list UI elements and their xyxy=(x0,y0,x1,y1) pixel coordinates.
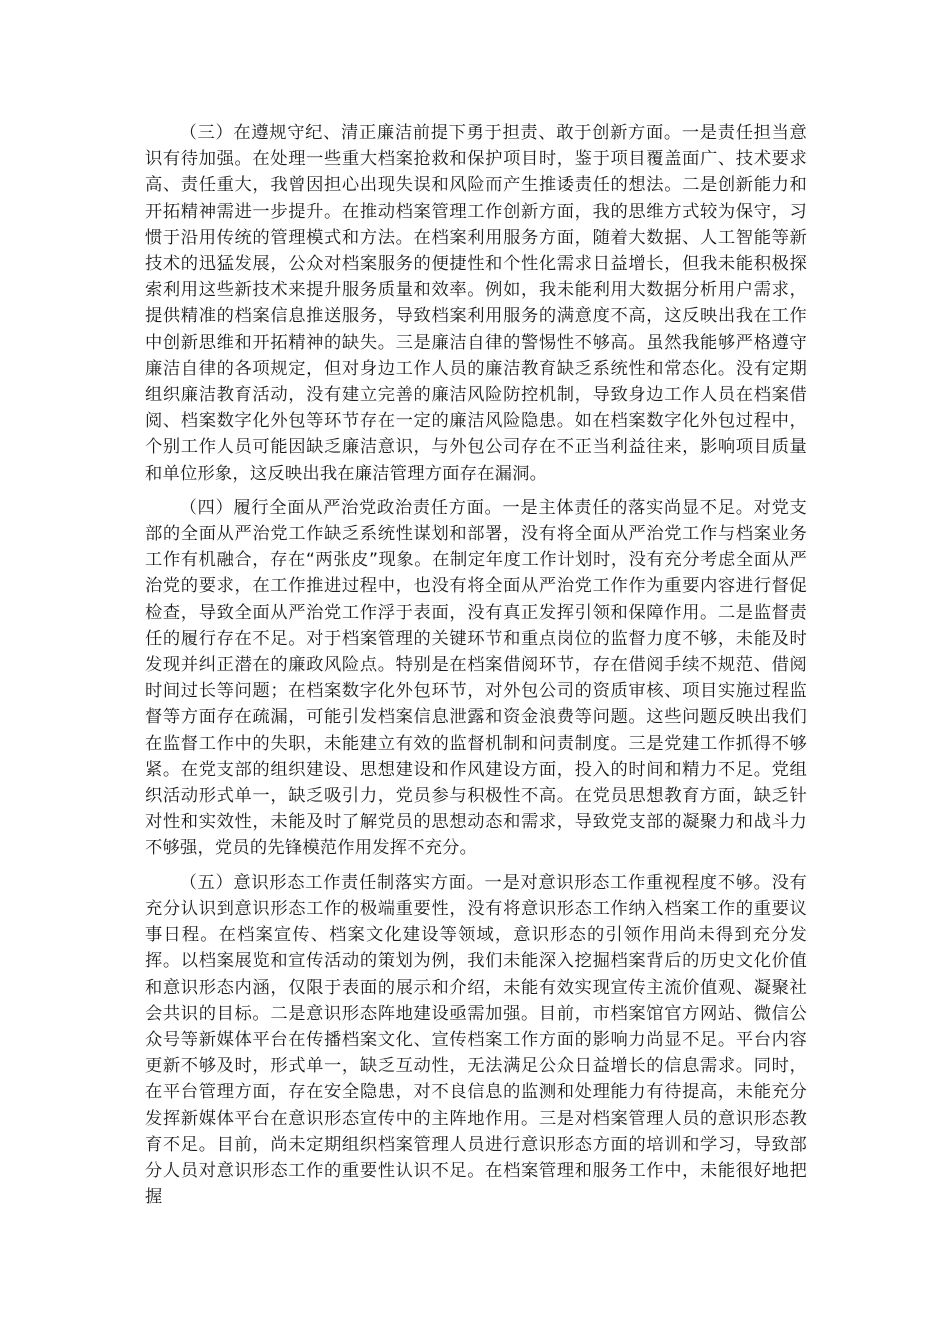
paragraph-section-five: （五）意识形态工作责任制落实方面。一是对意识形态工作重视程度不够。没有充分认识到意识形态工作的极端重要性，没有将意识形态工作纳入档案工作的重要议事日程。在档案宣传、档案文化建设等领域，意识形态的引领作用尚未得到充分发挥。以档案展览和宣传活动的策划为例，我们未能深入挖掘档案背后的历史文化价值和意识形态内涵，仅限于表面的展示和介绍，未能有效实现宣传主流价值观、凝聚社会共识的目标。二是意识形态阵地建设亟需加强。目前，市档案馆官方网站、微信公众号等新媒体平台在传播档案文化、宣传档案工作方面的影响力尚显不足。平台内容更新不够及时，形式单一，缺乏互动性，无法满足公众日益增长的信息需求。同时，在平台管理方面，存在安全隐患，对不良信息的监测和处理能力有待提高，未能充分发挥新媒体平台在意识形态宣传中的主阵地作用。三是对档案管理人员的意识形态教育不足。目前，尚未定期组织档案管理人员进行意识形态方面的培训和学习，导致部分人员对意识形态工作的重要性认识不足。在档案管理和服务工作中，未能很好地把握 xyxy=(145,872,807,1208)
document-body xyxy=(145,120,807,1218)
paragraph-section-four: （四）履行全面从严治党政治责任方面。一是主体责任的落实尚显不足。对党支部的全面从严治党工作缺乏系统性谋划和部署，没有将全面从严治党工作与档案业务工作有机融合，存在“两张皮”现象。在制定年度工作计划时，没有充分考虑全面从严治党的要求，在工作推进过程中，也没有将全面从严治党工作作为重要内容进行督促检查，导致全面从严治党工作浮于表面，没有真正发挥引领和保障作用。二是监督责任的履行存在不足。对于档案管理的关键环节和重点岗位的监督力度不够，未能及时发现并纠正潜在的廉政风险点。特别是在档案借阅环节，存在借阅手续不规范、借阅时间过长等问题；在档案数字化外包环节，对外包公司的资质审核、项目实施过程监督等方面存在疏漏，可能引发档案信息泄露和资金浪费等问题。这些问题反映出我们在监督工作中的失职，未能建立有效的监督机制和问责制度。三是党建工作抓得不够紧。在党支部的组织建设、思想建设和作风建设方面，投入的时间和精力不足。党组织活动形式单一，缺乏吸引力，党员参与积极性不高。在党员思想教育方面，缺乏针对性和实效性，未能及时了解党员的思想动态和需求，导致党支部的凝聚力和战斗力不够强，党员的先锋模范作用发挥不充分。 xyxy=(145,497,807,859)
paragraph-section-three: （三）在遵规守纪、清正廉洁前提下勇于担责、敢于创新方面。一是责任担当意识有待加强。在处理一些重大档案抢救和保护项目时，鉴于项目覆盖面广、技术要求高、责任重大，我曾因担心出现失误和风险而产生推诿责任的想法。二是创新能力和开拓精神需进一步提升。在推动档案管理工作创新方面，我的思维方式较为保守，习惯于沿用传统的管理模式和方法。在档案利用服务方面，随着大数据、人工智能等新技术的迅猛发展，公众对档案服务的便捷性和个性化需求日益增长，但我未能积极探索利用这些新技术来提升服务质量和效率。例如，我未能利用大数据分析用户需求，提供精准的档案信息推送服务，导致档案利用服务的满意度不高，这反映出我在工作中创新思维和开拓精神的缺失。三是廉洁自律的警惕性不够高。虽然我能够严格遵守廉洁自律的各项规定，但对身边工作人员的廉洁教育缺乏系统性和常态化。没有定期组织廉洁教育活动，没有建立完善的廉洁风险防控机制，导致身边工作人员在档案借阅、档案数字化外包等环节存在一定的廉洁风险隐患。如在档案数字化外包过程中，个别工作人员可能因缺乏廉洁意识，与外包公司存在不正当利益往来，影响项目质量和单位形象，这反映出我在廉洁管理方面存在漏洞。 xyxy=(145,123,807,484)
